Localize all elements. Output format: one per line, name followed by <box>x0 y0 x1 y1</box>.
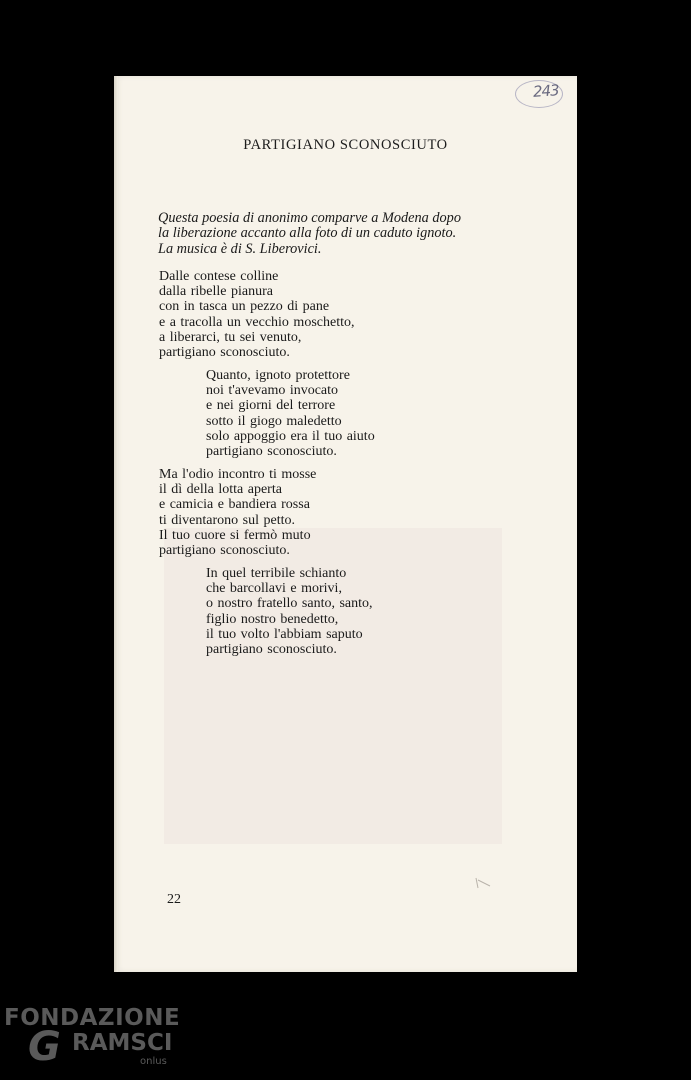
document-page <box>114 76 577 972</box>
verse-line: il tuo volto l'abbiam saputo <box>206 626 363 642</box>
archive-number: 243 <box>532 81 560 101</box>
verse-line: partigiano sconosciuto. <box>159 543 290 559</box>
verse-line: noi t'avevamo invocato <box>206 383 339 399</box>
verse-line: e a tracolla un vecchio moschetto, <box>159 314 355 330</box>
fondazione-gramsci-logo <box>4 1005 181 1070</box>
intro-line: la liberazione accanto alla foto di un caduto ignoto. <box>158 225 457 242</box>
intro-note <box>158 211 498 257</box>
verse-line: sotto il giogo maledetto <box>206 413 342 429</box>
verse-line: ti diventarono sul petto. <box>159 512 295 528</box>
verse-line: partigiano sconosciuto. <box>159 345 290 361</box>
verse-line: Ma l'odio incontro ti mosse <box>159 467 317 482</box>
intro-line: Questa poesia di anonimo comparve a Modena dopo <box>158 210 461 226</box>
stanza-4 <box>206 566 373 657</box>
verse-line: partigiano sconosciuto. <box>206 444 337 460</box>
page-number: 22 <box>167 892 181 907</box>
verse-line: Quanto, ignoto protettore <box>206 368 350 383</box>
stanza-1 <box>159 269 354 360</box>
verse-line: partigiano sconosciuto. <box>206 642 337 658</box>
verse-line: a liberarci, tu sei venuto, <box>159 329 302 345</box>
pencil-mark-icon <box>474 876 492 890</box>
verse-line: figlio nostro benedetto, <box>206 611 339 627</box>
verse-line: Il tuo cuore si fermò muto <box>159 527 311 543</box>
poem-title: PARTIGIANO SCONOSCIUTO <box>243 137 448 153</box>
logo-line-3: onlus <box>140 1056 167 1067</box>
verse-line: o nostro fratello santo, santo, <box>206 596 373 612</box>
stanza-2 <box>206 368 375 459</box>
logo-initial: G <box>28 1024 61 1070</box>
verse-line: solo appoggio era il tuo aiuto <box>206 428 375 444</box>
verse-line: In quel terribile schianto <box>206 566 347 581</box>
verse-line: dalla ribelle pianura <box>159 284 273 300</box>
logo-line-1: FONDAZIONE <box>4 1005 181 1031</box>
verse-line: e nei giorni del terrore <box>206 398 336 414</box>
intro-line: La musica è di S. Liberovici. <box>158 240 322 257</box>
verse-line: Dalle contese colline <box>159 269 279 284</box>
verse-line: e camicia e bandiera rossa <box>159 497 310 513</box>
verse-line: con in tasca un pezzo di pane <box>159 299 330 315</box>
logo-word: RAMSCI <box>72 1030 173 1056</box>
stanza-3 <box>159 467 316 558</box>
verse-line: il dì della lotta aperta <box>159 482 282 498</box>
verse-line: che barcollavi e morivi, <box>206 581 342 597</box>
page-edge <box>114 76 118 972</box>
